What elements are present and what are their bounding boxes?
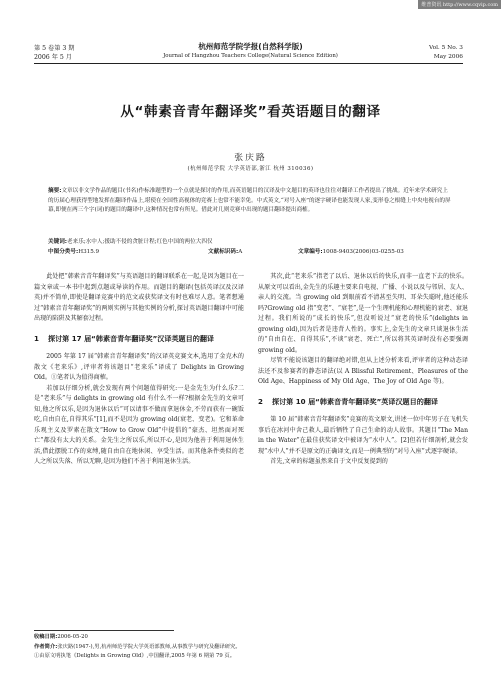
watermark: 维普资讯 http://www.cqvip.com [418, 0, 501, 9]
footnote-author-text: 张庆路(1947-),男,杭州师范学院大学英语部教师,从事教学与研究及翻译研究。 [57, 643, 241, 650]
abstract-label: 摘要: [48, 188, 62, 194]
article-number [298, 248, 404, 258]
section-1-title: 探讨第 17 届“韩素音青年翻译奖”汉译英题目的翻译 [48, 333, 215, 343]
section-1-number: 1 [34, 333, 39, 343]
footnote-source-text: ①由原文明执笔《Delights in Growing Old》,中国翻译,2005 年第 6 期第 79 页。 [34, 653, 236, 659]
issue-info [34, 44, 75, 62]
volume-cn: 第 5 卷第 3 期 [34, 45, 75, 52]
right-column [258, 272, 468, 468]
footnote-source [34, 652, 463, 662]
keywords [48, 238, 451, 248]
footnote-rule [34, 630, 174, 631]
section-2-paragraph-1: 第 10 届“韩素音青年翻译奖”竞赛的英文原文,讲述一位中年男子在飞机失事后在冰河中舍己救人,最后牺牲了自己生命的动人故事。其题目“The Man in the Water”在最佳获奖译文中被译为“水中人”。[2]但若仔细剖析,就会发现“水中人”并不是原文的正确译文,而是一例典型的“对号入座”式逐字硬译。 [258, 416, 468, 455]
footnote-author-label: 作者简介: [34, 643, 58, 650]
article-title: 从“韩素音青年翻译奖”看英语题目的翻译 [120, 104, 381, 120]
section-1-paragraph-3: 其次,此“老来乐”指老了以后、退休以后的快乐,而非一直老下去的快乐。从原文可以看出,金先生的乐趣主要来自电视、广播、小说以及与邻居、友人、亲人的交流。当 growing old 到眼前看不清甚至失明、耳朵失聪时,他还能乐吗?Growing old 指“变老”、“衰老”,是一个生理机能和心理机能的衰老、衰退过程。我们所说的“成长的快乐”,但没听说过“衰老的快乐”(delights in growing old),因为后者是违背人性的。事实上,金先生的文章只谈退休生活的“自由自在、自得其乐”,不谈“衰老、死亡”,所以将其英译时没有必要强调 growing old。 [258, 273, 468, 354]
abstract-text: 文章以非文学作品的题目(书名)作标准题型的一个点就是探讨的作用,而英语题目的汉译及中文题目的英译也往往对翻译工作者提出了挑战。近年来学术研究上的历届心理获得型地发挥在翻译作品上,堪使在全国性高视体的竞赛上也常不能幸免。中式英文,“对号入座”的逐字硬译也能发现人家,变形卷之根缝上中央电视台的屏幕,即便在两三个字(词)的题目的翻译中,这种情况也常有所见。借此对几则竞赛中出现的题目翻译提出商榷。 [48, 188, 451, 214]
section-1-paragraph-1: 2005 年第 17 届“韩素音青年翻译奖”的汉译英竞赛文本,选用了金克木的散文《老来乐》,评审者将该题目“老来乐”译成了 Delights in Growing Old。①笔者认为值得商榷。 [34, 353, 244, 381]
section-1-paragraph-2: 若加以仔细分析,就会发现有两个问题值得研究:一是金先生为什么乐?二是“老来乐”与 delights in growing old 有什么不一样?根据金先生的文章可知,他之所以乐,是因为退休以后“可以请事不做而拿退休金,不劳而获有一碗饭吃,自由自在,自得其乐”[1],而不是因为 growing old(衰老、变老)。它和革命乐观主义及罗素在散文“How to Grow Old”中提倡的“豪杰、坦然面对死亡”都没有太大的关系。金先生之所以乐,所以开心,是因为他善于利用退休生活,借此摆脱工作的束缚,随自由自在地休闲、享受生活。而其他条件类似的老人之所以失落、所以无聊,是因为他们不善于利用退休生活。 [34, 384, 244, 465]
footnote-received-text: 2006-05-20 [57, 634, 88, 640]
author: 张庆路 [234, 153, 267, 163]
section-1-heading [34, 334, 244, 345]
clc-number [48, 248, 208, 258]
footnote-author [34, 643, 463, 653]
journal-name-en: Journal of Hangzhou Teachers College(Natural Science Edition) [163, 53, 338, 59]
section-2-number: 2 [258, 396, 263, 406]
doc-code [208, 248, 298, 258]
section-2-title: 探讨第 10 届“韩素音青年翻译奖”英译汉题目的翻译 [272, 396, 439, 406]
footnote-received-label: 收稿日期: [34, 634, 58, 640]
header-rule [34, 63, 463, 64]
article-number-label: 文章编号: [298, 249, 323, 255]
keywords-text: 老来乐;水中人;援助不侵的贪脏计程;红色中国的两位大四仅 [67, 239, 213, 245]
volume-en: Vol. 5 No. 3 [428, 45, 463, 51]
article-number-value: 1008-9403(2006)03-0255-03 [322, 249, 404, 255]
left-column [34, 272, 244, 468]
date-en: May 2006 [433, 54, 463, 60]
section-2-paragraph-2: 首先,文章的标题虽然来自于文中反复提到的 [270, 458, 388, 465]
keywords-label: 关键词: [48, 239, 68, 245]
section-2-heading [258, 397, 468, 408]
issue-info-en [429, 44, 463, 62]
doc-code-value: A [238, 249, 243, 255]
date-cn: 2006 年 5 月 [34, 54, 72, 61]
footnotes [34, 633, 463, 662]
affiliation: (杭州师范学院 大学英语部,浙江 杭州 310036) [187, 166, 314, 172]
footnote-received [34, 633, 463, 643]
clc-value: H315.9 [78, 249, 100, 255]
abstract [48, 187, 451, 216]
clc-label: 中图分类号: [48, 249, 79, 255]
doc-code-label: 文献标识码: [208, 249, 239, 255]
journal-header [120, 41, 381, 61]
intro-paragraph: 此处把“韩素音青年翻译奖”与英语题目的翻译联系在一起,是因为题目在一篇文章或一本书中起到点题或导读的作用。而题目的翻译(包括英译汉及汉译英)并不简单,即使是翻译竞赛中的范文或获奖译文有时也难尽人意。笔者想通过“韩素音青年翻译奖”的两则实例与其他实例的分析,探讨英语题目翻译中可能出现的陷阱及其解套过程。 [34, 273, 244, 322]
classification-line [48, 248, 451, 258]
journal-name-cn: 杭州师范学院学报(自然科学版) [198, 42, 303, 51]
section-1-paragraph-4: 尽管不能说该题目的翻译绝对错,但从上述分析来看,评审者的这种动态译法还不及参赛者的静态译法(以 A Blissful Retirement、Pleasures of the Old Age、Happiness of My Old Age、The Joy of Old Age 等)。 [258, 357, 468, 385]
